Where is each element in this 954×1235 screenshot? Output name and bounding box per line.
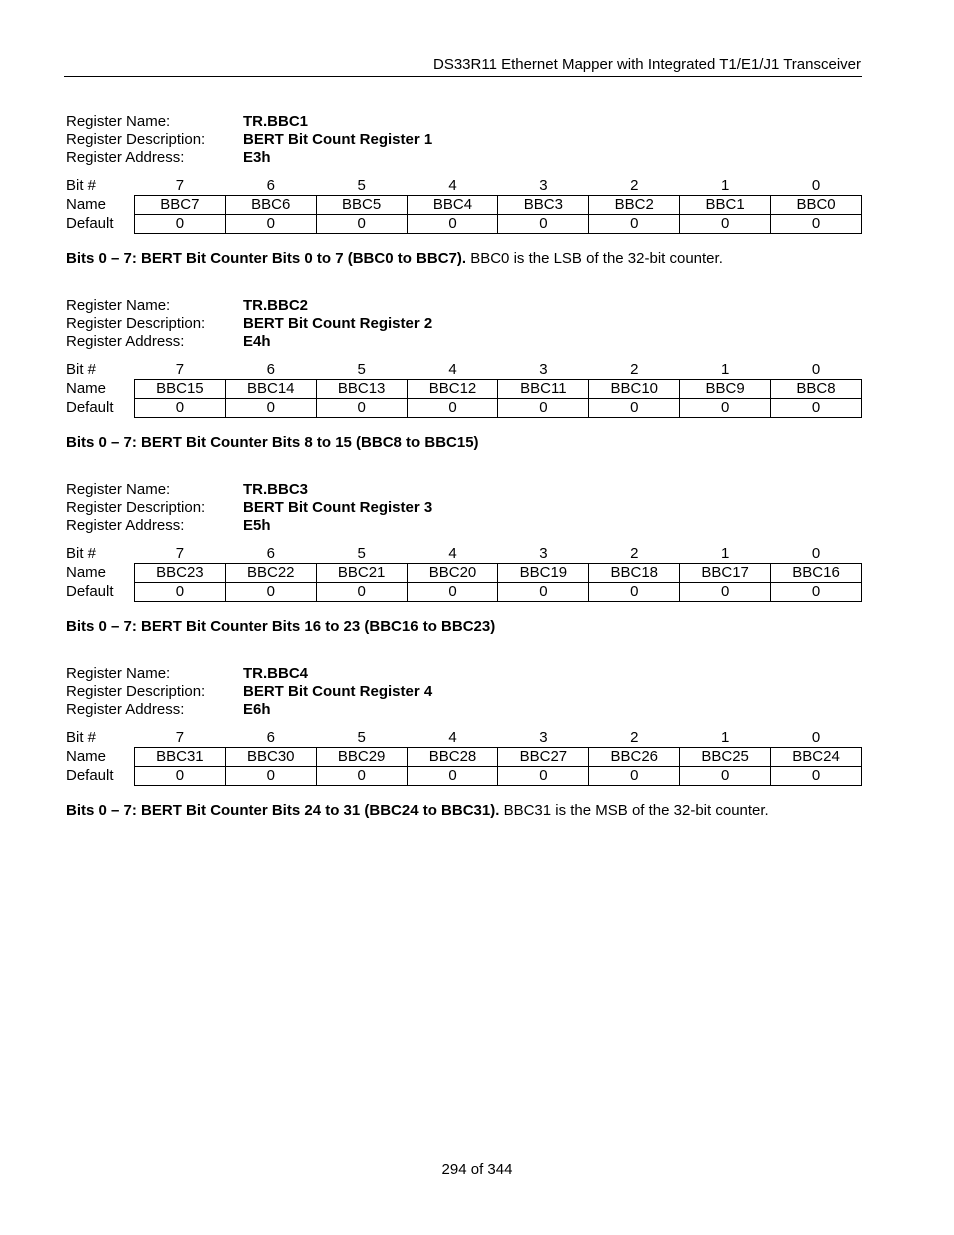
bit-number-cell: 2 <box>630 177 639 194</box>
default-value-cell: 0 <box>498 767 589 786</box>
default-value-row-label: Default <box>66 399 114 416</box>
default-value-row-label: Default <box>66 767 114 784</box>
register-address-row <box>66 149 862 167</box>
register-description-label: Register Description: <box>66 499 206 516</box>
register-block <box>66 113 862 267</box>
register-description-row <box>66 315 862 333</box>
register-address-value: E3h <box>243 149 271 166</box>
bit-name-row-label: Name <box>66 196 107 213</box>
bit-name-cell: BBC13 <box>316 380 407 399</box>
bit-description-text: BBC31 is the MSB of the 32-bit counter. <box>499 802 769 819</box>
bit-name-row <box>66 748 862 767</box>
register-description-label: Register Description: <box>66 315 206 332</box>
register-name-label: Register Name: <box>66 113 171 130</box>
default-value-cell: 0 <box>589 215 680 234</box>
register-block <box>66 665 862 819</box>
bit-number-cell: 0 <box>811 177 821 194</box>
default-value-row <box>66 399 862 418</box>
register-description-row <box>66 131 862 149</box>
register-address-label: Register Address: <box>66 701 185 718</box>
default-value-cell: 0 <box>407 583 498 602</box>
bit-name-cell: BBC21 <box>316 564 407 583</box>
bit-number-row <box>66 177 862 196</box>
bit-name-row <box>66 380 862 399</box>
bit-description-heading: Bits 0 – 7: BERT Bit Counter Bits 16 to 23 (BBC16 to BBC23) <box>66 618 496 635</box>
register-address-value: E5h <box>243 517 271 534</box>
bit-number-row-label: Bit # <box>66 729 97 747</box>
register-name-value: TR.BBC1 <box>243 113 309 130</box>
register-block <box>66 481 862 635</box>
register-description-label: Register Description: <box>66 683 206 700</box>
bit-number-cell: 7 <box>175 729 185 746</box>
bit-number-row <box>66 729 862 748</box>
bit-name-cell: BBC10 <box>589 380 680 399</box>
default-value-cell: 0 <box>771 767 862 786</box>
default-value-cell: 0 <box>771 399 862 418</box>
bit-number-cell: 2 <box>630 361 639 378</box>
register-address-value: E6h <box>243 701 271 718</box>
bit-number-cell: 7 <box>175 545 185 562</box>
bit-table <box>66 729 862 786</box>
default-value-cell: 0 <box>407 399 498 418</box>
bit-number-cell: 3 <box>539 177 548 194</box>
default-value-cell: 0 <box>589 399 680 418</box>
bit-number-cell: 5 <box>357 177 366 194</box>
bit-number-row <box>66 361 862 380</box>
page-header <box>64 56 862 77</box>
register-name-row <box>66 297 862 315</box>
bit-number-cell: 1 <box>720 177 730 194</box>
bit-description <box>66 802 862 820</box>
register-name-value: TR.BBC3 <box>243 481 309 498</box>
default-value-row-label: Default <box>66 583 114 600</box>
bit-name-cell: BBC25 <box>680 748 771 767</box>
bit-description <box>66 434 862 452</box>
bit-name-cell: BBC31 <box>134 748 225 767</box>
bit-number-cell: 1 <box>720 545 730 562</box>
bit-table <box>66 361 862 418</box>
bit-name-cell: BBC1 <box>680 196 771 215</box>
bit-name-row-label: Name <box>66 380 107 397</box>
bit-number-cell: 3 <box>539 361 548 378</box>
bit-name-cell: BBC0 <box>771 196 862 215</box>
bit-name-cell: BBC18 <box>589 564 680 583</box>
bit-name-cell: BBC16 <box>771 564 862 583</box>
default-value-cell: 0 <box>498 399 589 418</box>
register-name-label: Register Name: <box>66 481 171 498</box>
bit-name-cell: BBC24 <box>771 748 862 767</box>
register-address-value: E4h <box>243 333 271 350</box>
default-value-row <box>66 215 862 234</box>
bit-description-text: BBC0 is the LSB of the 32-bit counter. <box>466 250 723 267</box>
bit-name-cell: BBC26 <box>589 748 680 767</box>
default-value-cell: 0 <box>134 399 225 418</box>
register-address-row <box>66 517 862 535</box>
bit-number-cell: 4 <box>448 729 457 746</box>
register-address-row <box>66 333 862 351</box>
register-name-label: Register Name: <box>66 297 171 314</box>
register-name-value: TR.BBC4 <box>243 665 309 682</box>
default-value-cell: 0 <box>134 583 225 602</box>
default-value-cell: 0 <box>680 399 771 418</box>
bit-number-cell: 7 <box>175 177 185 194</box>
default-value-cell: 0 <box>316 215 407 234</box>
default-value-cell: 0 <box>225 215 316 234</box>
bit-number-row-label: Bit # <box>66 545 97 563</box>
bit-number-cell: 4 <box>448 361 457 378</box>
register-name-row <box>66 665 862 683</box>
bit-number-row <box>66 545 862 564</box>
register-description-label: Register Description: <box>66 131 206 148</box>
default-value-cell: 0 <box>498 583 589 602</box>
default-value-cell: 0 <box>589 583 680 602</box>
bit-name-cell: BBC22 <box>225 564 316 583</box>
default-value-cell: 0 <box>225 583 316 602</box>
bit-number-cell: 3 <box>539 545 548 562</box>
default-value-cell: 0 <box>225 399 316 418</box>
bit-description-heading: Bits 0 – 7: BERT Bit Counter Bits 8 to 15 (BBC8 to BBC15) <box>66 434 479 451</box>
bit-name-cell: BBC23 <box>134 564 225 583</box>
bit-name-cell: BBC3 <box>498 196 589 215</box>
default-value-cell: 0 <box>680 583 771 602</box>
bit-name-cell: BBC17 <box>680 564 771 583</box>
bit-number-row-label: Bit # <box>66 361 97 379</box>
bit-number-cell: 0 <box>811 729 821 746</box>
bit-name-cell: BBC15 <box>134 380 225 399</box>
default-value-cell: 0 <box>225 767 316 786</box>
bit-name-row <box>66 196 862 215</box>
document-title: DS33R11 Ethernet Mapper with Integrated T1/E1/J1 Transceiver <box>432 56 861 73</box>
bit-name-cell: BBC14 <box>225 380 316 399</box>
register-description-value: BERT Bit Count Register 4 <box>243 683 433 700</box>
default-value-cell: 0 <box>316 767 407 786</box>
bit-number-cell: 7 <box>175 361 185 378</box>
bit-number-cell: 6 <box>266 177 275 194</box>
bit-number-cell: 2 <box>630 545 639 562</box>
register-address-label: Register Address: <box>66 517 185 534</box>
register-address-label: Register Address: <box>66 333 185 350</box>
bit-number-cell: 2 <box>630 729 639 746</box>
default-value-row <box>66 583 862 602</box>
bit-description <box>66 250 862 268</box>
bit-name-cell: BBC9 <box>680 380 771 399</box>
bit-number-cell: 5 <box>357 361 366 378</box>
bit-number-cell: 5 <box>357 729 366 746</box>
bit-name-cell: BBC20 <box>407 564 498 583</box>
register-name-row <box>66 113 862 131</box>
default-value-cell: 0 <box>771 215 862 234</box>
register-description-row <box>66 499 862 517</box>
bit-table <box>66 545 862 602</box>
default-value-cell: 0 <box>407 767 498 786</box>
bit-number-cell: 3 <box>539 729 548 746</box>
bit-number-cell: 4 <box>448 545 457 562</box>
register-description-row <box>66 683 862 701</box>
bit-name-cell: BBC12 <box>407 380 498 399</box>
bit-name-cell: BBC29 <box>316 748 407 767</box>
bit-name-cell: BBC6 <box>225 196 316 215</box>
bit-number-cell: 1 <box>720 729 730 746</box>
default-value-cell: 0 <box>134 767 225 786</box>
register-description-value: BERT Bit Count Register 1 <box>243 131 433 148</box>
bit-number-row-label: Bit # <box>66 177 97 195</box>
default-value-cell: 0 <box>771 583 862 602</box>
bit-description-heading: Bits 0 – 7: BERT Bit Counter Bits 0 to 7 (BBC0 to BBC7). <box>66 250 467 267</box>
bit-number-cell: 1 <box>720 361 730 378</box>
bit-number-cell: 6 <box>266 545 275 562</box>
default-value-cell: 0 <box>680 215 771 234</box>
register-name-label: Register Name: <box>66 665 171 682</box>
bit-name-cell: BBC4 <box>407 196 498 215</box>
default-value-cell: 0 <box>316 399 407 418</box>
bit-description-heading: Bits 0 – 7: BERT Bit Counter Bits 24 to 31 (BBC24 to BBC31). <box>66 802 500 819</box>
bit-name-row-label: Name <box>66 748 107 765</box>
register-description-value: BERT Bit Count Register 2 <box>243 315 433 332</box>
bit-name-row <box>66 564 862 583</box>
default-value-cell: 0 <box>407 215 498 234</box>
bit-name-cell: BBC5 <box>316 196 407 215</box>
register-block <box>66 297 862 451</box>
bit-number-cell: 5 <box>357 545 366 562</box>
page-number: 294 of 344 <box>441 1161 513 1178</box>
default-value-cell: 0 <box>680 767 771 786</box>
bit-table <box>66 177 862 234</box>
bit-name-cell: BBC11 <box>498 380 589 399</box>
register-description-value: BERT Bit Count Register 3 <box>243 499 433 516</box>
default-value-row-label: Default <box>66 215 114 232</box>
bit-number-cell: 4 <box>448 177 457 194</box>
register-name-row <box>66 481 862 499</box>
bit-name-cell: BBC27 <box>498 748 589 767</box>
bit-name-cell: BBC2 <box>589 196 680 215</box>
bit-number-cell: 0 <box>811 545 821 562</box>
bit-name-row-label: Name <box>66 564 107 581</box>
bit-name-cell: BBC19 <box>498 564 589 583</box>
default-value-row <box>66 767 862 786</box>
bit-number-cell: 6 <box>266 361 275 378</box>
default-value-cell: 0 <box>134 215 225 234</box>
default-value-cell: 0 <box>498 215 589 234</box>
register-name-value: TR.BBC2 <box>243 297 309 314</box>
bit-name-cell: BBC30 <box>225 748 316 767</box>
register-address-row <box>66 701 862 719</box>
default-value-cell: 0 <box>316 583 407 602</box>
default-value-cell: 0 <box>589 767 680 786</box>
register-address-label: Register Address: <box>66 149 185 166</box>
bit-name-cell: BBC7 <box>134 196 225 215</box>
bit-name-cell: BBC8 <box>771 380 862 399</box>
bit-number-cell: 0 <box>811 361 821 378</box>
bit-description <box>66 618 862 636</box>
bit-number-cell: 6 <box>266 729 275 746</box>
bit-name-cell: BBC28 <box>407 748 498 767</box>
